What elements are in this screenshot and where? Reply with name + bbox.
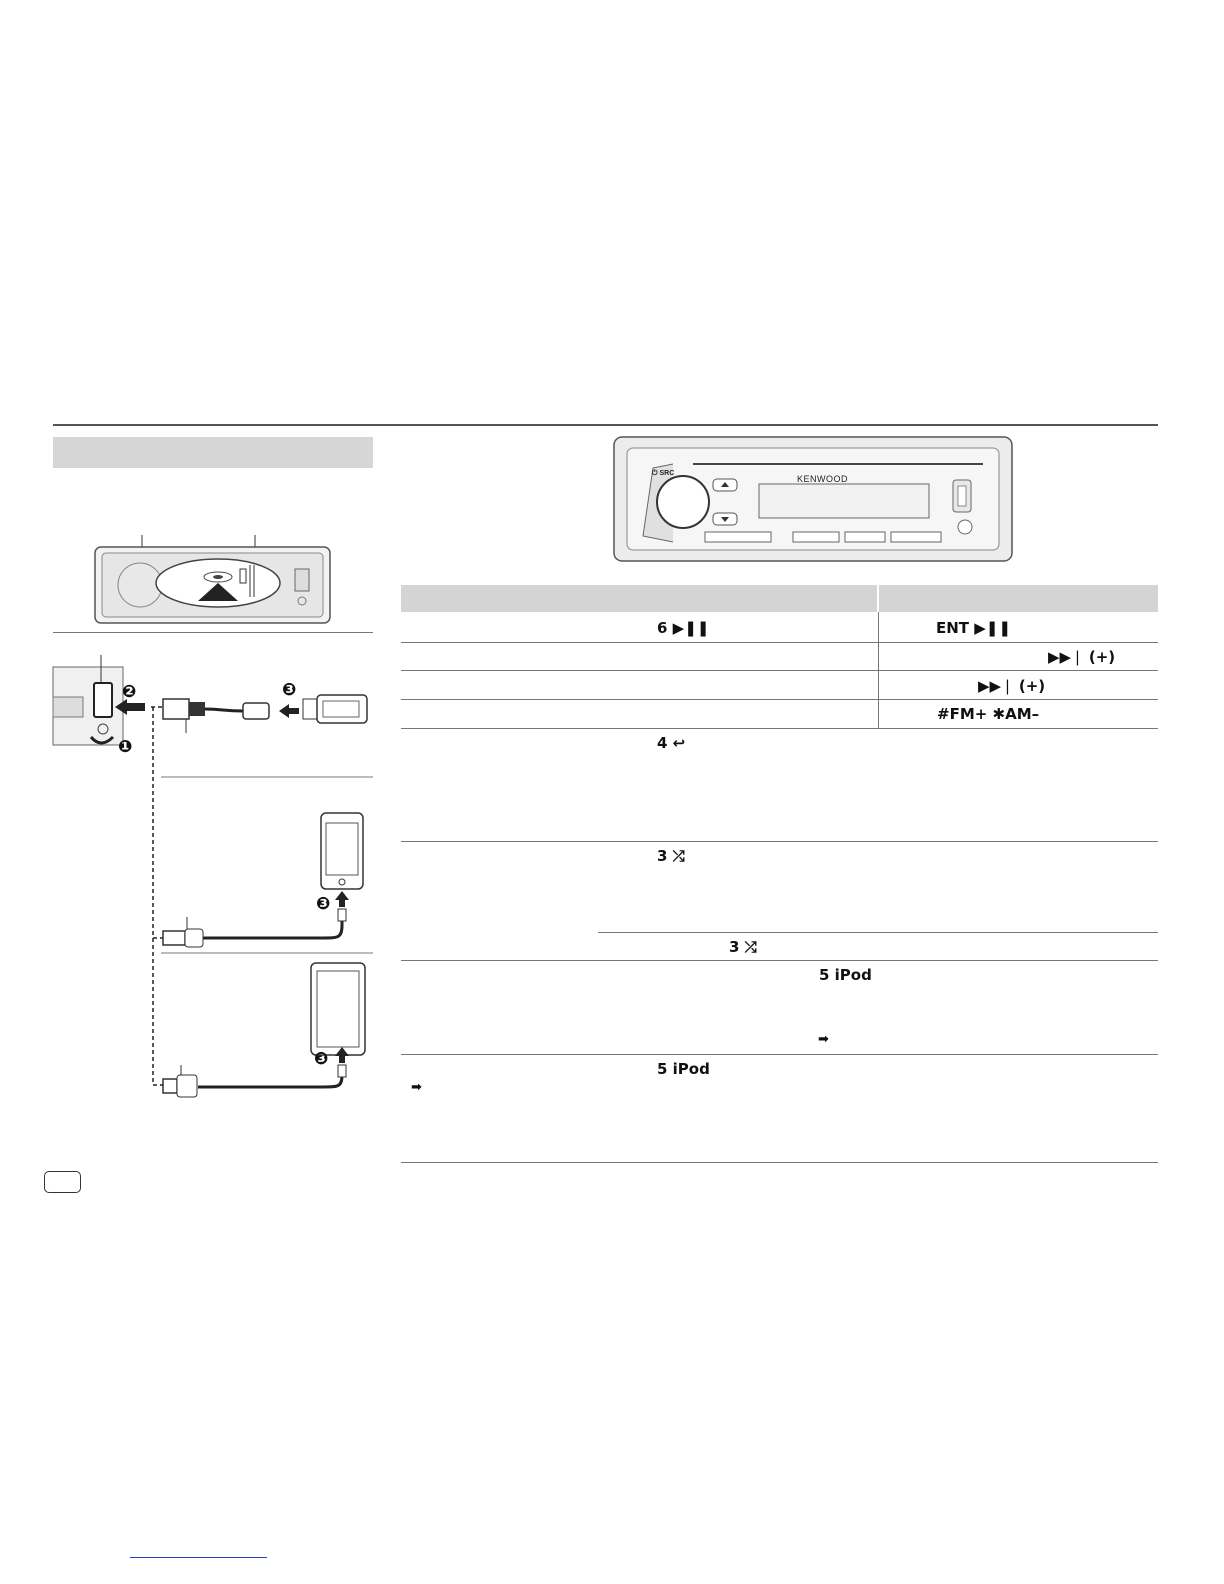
footer-link-underline[interactable] — [130, 1557, 267, 1558]
row2-remote-key: ▶▶❘ (+) — [1048, 648, 1116, 666]
table-header-col1 — [401, 585, 877, 612]
row-rule — [401, 728, 1158, 729]
row5-unit-key: 4 ↩ — [657, 734, 686, 752]
row6-unit-key: 3 ⤮ — [657, 847, 685, 865]
callout-2: ❷ — [122, 682, 137, 702]
row-rule — [401, 670, 1158, 671]
disc-insert-figure — [90, 535, 335, 627]
row-rule — [401, 960, 1158, 961]
row1-remote-key: ENT ▶❚❚ — [936, 619, 1011, 637]
src-button-label: ⏻ SRC — [652, 470, 675, 477]
row-rule — [401, 699, 1158, 700]
divider — [53, 632, 373, 633]
row6-sub-key: 3 ⤮ — [729, 938, 757, 956]
usb-connection-figure — [53, 655, 373, 1115]
section-header-bar — [53, 437, 373, 468]
row-subrule — [598, 932, 1158, 933]
page-number-box — [44, 1171, 81, 1193]
row-rule — [401, 642, 1158, 643]
row-rule — [401, 1162, 1158, 1163]
row8-arrow-icon: ➡ — [411, 1080, 422, 1095]
row1-unit-key: 6 ▶❚❚ — [657, 619, 710, 637]
table-header-col2 — [879, 585, 1158, 612]
callout-3a: ❸ — [282, 680, 297, 700]
brand-logo: KENWOOD — [797, 474, 849, 484]
row3-remote-key: ▶▶❘ (+) — [978, 677, 1046, 695]
row4-remote-key: #FM+ ✱AM– — [937, 705, 1040, 723]
row-rule — [401, 1054, 1158, 1055]
row8-unit-key: 5 iPod — [657, 1060, 710, 1078]
top-rule — [53, 424, 1158, 426]
callout-1: ❶ — [118, 737, 133, 757]
callout-3b: ❸ — [316, 894, 331, 914]
row7-arrow-icon: ➡ — [818, 1032, 829, 1047]
row7-unit-key: 5 iPod — [819, 966, 872, 984]
callout-3c: ❸ — [314, 1049, 329, 1069]
faceplate-figure — [613, 436, 1013, 562]
row-rule — [401, 841, 1158, 842]
